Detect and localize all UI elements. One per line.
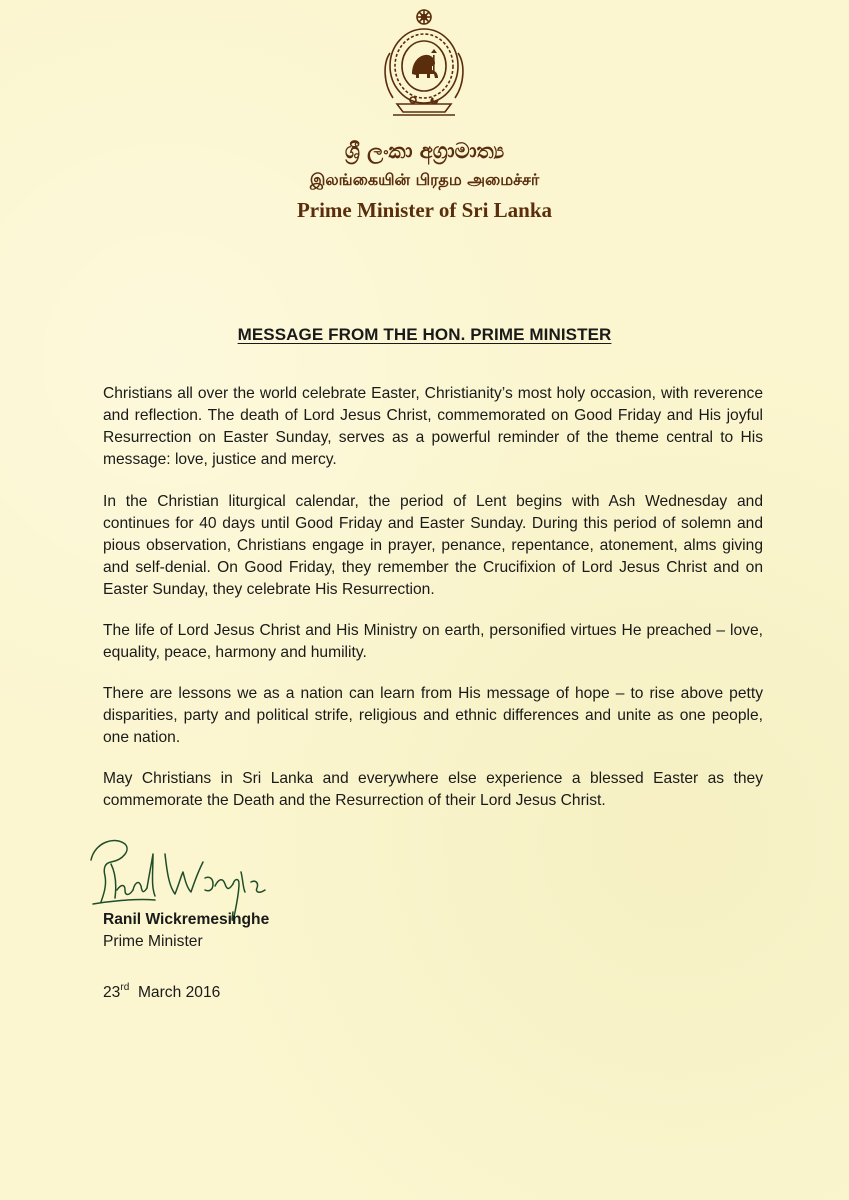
message-paragraph-5: May Christians in Sri Lanka and everywhere else experience a blessed Easter as they commemorate the Death and the Resurrection of their Lord Jesus Christ. bbox=[103, 770, 763, 809]
letterhead-sinhala: ශ්‍රී ලංකා අග්‍රාමාත්‍ය bbox=[344, 138, 505, 163]
date-suffix: rd bbox=[120, 982, 130, 993]
date-day: 23 bbox=[103, 984, 121, 1001]
letterhead-english: Prime Minister of Sri Lanka bbox=[296, 198, 553, 222]
message-paragraph-3: The life of Lord Jesus Christ and His Ministry on earth, personified virtues He preached – love, equality, peace, harmony and humility. bbox=[103, 622, 763, 661]
signatory-name: Ranil Wickremesinghe bbox=[103, 911, 270, 928]
message-paragraph-4: There are lessons we as a nation can learn from His message of hope – to rise above petty disparities, party and political strife, religious and ethnic differences and unite as one people, one nation. bbox=[103, 685, 763, 746]
national-emblem-icon bbox=[383, 8, 465, 118]
message-paragraph-1: Christians all over the world celebrate Easter, Christianity’s most holy occasion, with reverence and reflection. The death of Lord Jesus Christ, commemorated on Good Friday and His joyful Resurrection on Easter Sunday, serves as a powerful reminder of the theme central to His message: love, justice and mercy. bbox=[103, 385, 763, 468]
date-month-year: March 2016 bbox=[137, 984, 221, 1001]
message-title: MESSAGE FROM THE HON. PRIME MINISTER bbox=[237, 325, 612, 344]
signatory-title: Prime Minister bbox=[103, 933, 203, 950]
letterhead-tamil: இலங்கையின் பிரதம அமைச்சர் bbox=[309, 170, 540, 189]
letter-date bbox=[103, 984, 220, 1002]
message-paragraph-2: In the Christian liturgical calendar, the period of Lent begins with Ash Wednesday and continues for 40 days until Good Friday and Easter Sunday. During this period of solemn and pious observation, Christians engage in prayer, penance, repentance, atonement, alms giving and self-denial. On Good Friday, they remember the Crucifixion of Lord Jesus Christ and on Easter Sunday, they celebrate His Resurrection. bbox=[103, 493, 763, 598]
